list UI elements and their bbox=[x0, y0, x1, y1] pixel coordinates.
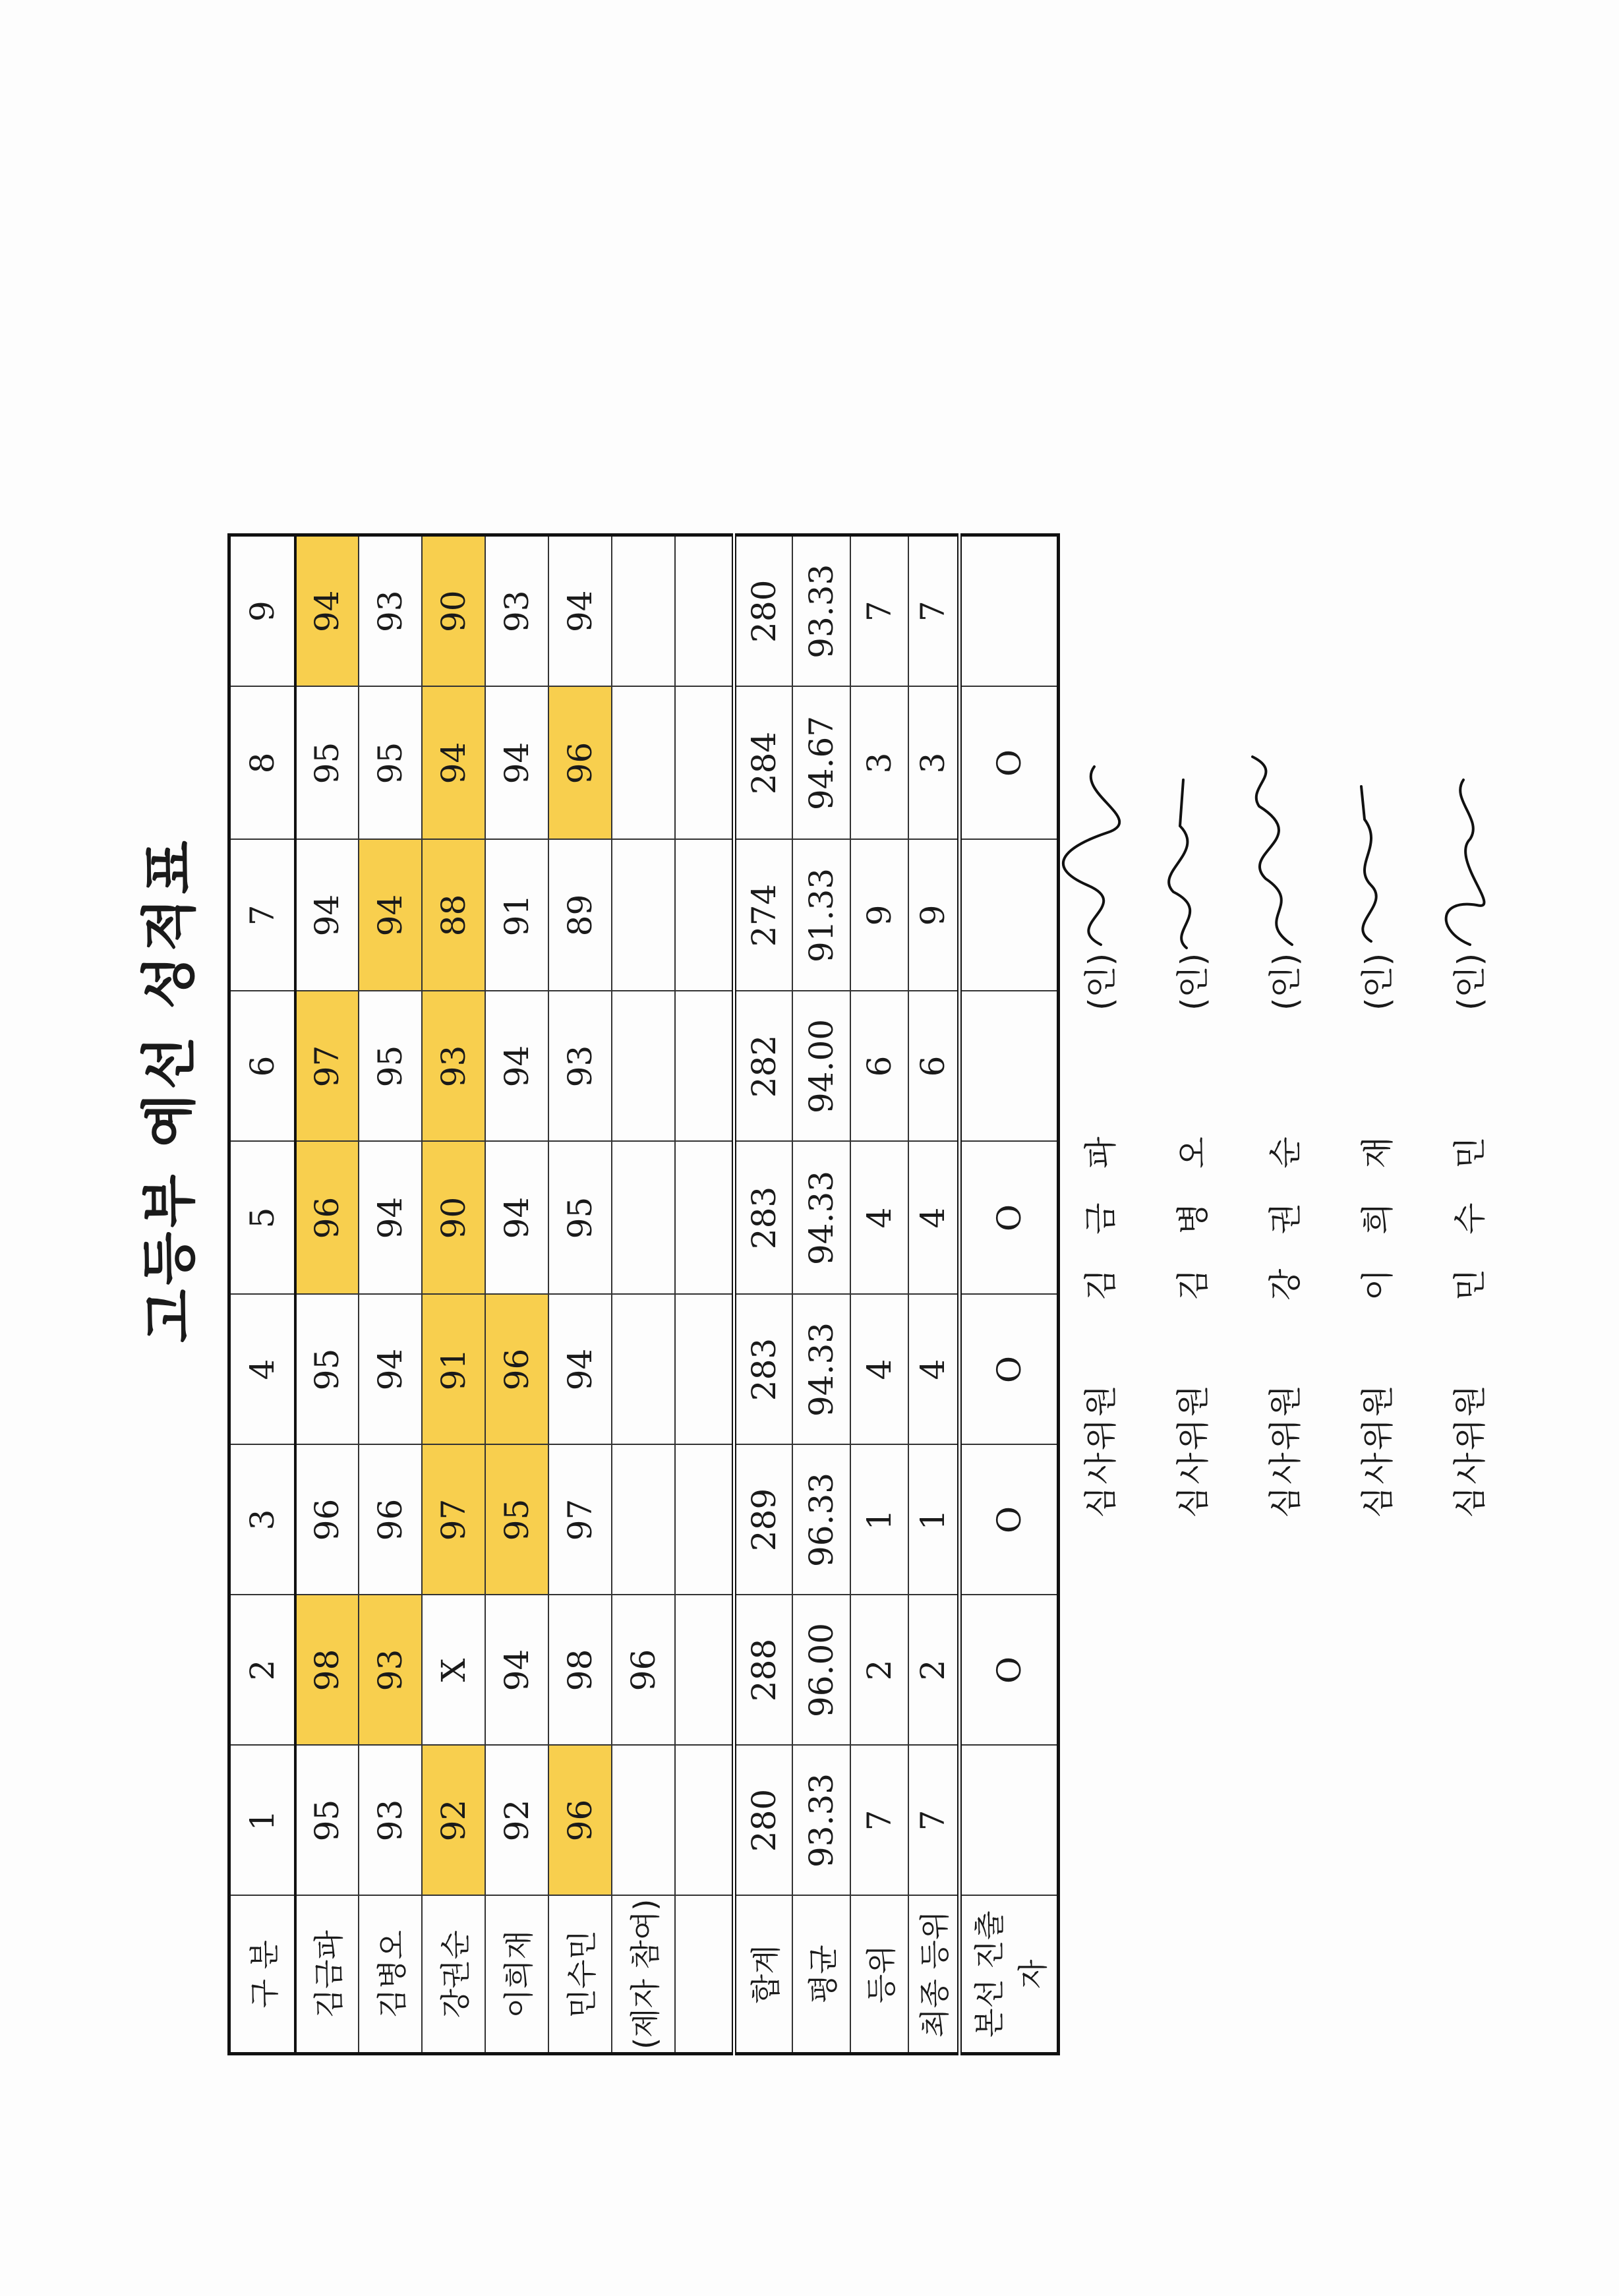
summary-row bbox=[734, 535, 792, 2054]
excluded-score-cell bbox=[612, 535, 675, 687]
blank-cell bbox=[675, 1595, 734, 1746]
blank-cell bbox=[675, 1746, 734, 1896]
summary-value-cell: O bbox=[960, 1142, 1059, 1295]
score-cell: X bbox=[422, 1595, 485, 1746]
judge-role: 심사위원 bbox=[1082, 1382, 1120, 1518]
summary-value-cell: 7 bbox=[908, 535, 960, 687]
blank-cell bbox=[675, 687, 734, 840]
header-entry-cell: 5 bbox=[229, 1142, 295, 1295]
summary-value-cell bbox=[960, 1746, 1059, 1896]
judge-score-row bbox=[485, 535, 548, 2054]
score-cell: 94 bbox=[548, 535, 612, 687]
summary-value-cell: 284 bbox=[734, 687, 792, 840]
blank-cell bbox=[675, 1142, 734, 1295]
blank-cell bbox=[675, 840, 734, 991]
summary-value-cell bbox=[960, 535, 1059, 687]
score-cell: 93 bbox=[359, 1595, 422, 1746]
summary-value-cell: 94.00 bbox=[792, 991, 850, 1142]
judge-signature-row bbox=[1259, 951, 1351, 1518]
score-cell: 90 bbox=[422, 1142, 485, 1295]
score-cell: 95 bbox=[548, 1142, 612, 1295]
excluded-score-row bbox=[612, 535, 675, 2054]
score-cell: 93 bbox=[422, 991, 485, 1142]
judge-score-row bbox=[295, 535, 359, 2054]
score-cell: 95 bbox=[485, 1445, 548, 1595]
score-cell: 98 bbox=[548, 1595, 612, 1746]
judge-signature-row bbox=[1444, 951, 1536, 1518]
judge-name-cell: 김금파 bbox=[295, 1896, 359, 2054]
seal-mark: (인) bbox=[1359, 953, 1397, 1011]
summary-value-cell: 1 bbox=[850, 1445, 908, 1595]
seal-mark: (인) bbox=[1266, 953, 1305, 1011]
judge-role: 심사위원 bbox=[1451, 1382, 1489, 1518]
score-cell: 89 bbox=[548, 840, 612, 991]
seal-mark: (인) bbox=[1082, 953, 1120, 1011]
score-cell: 95 bbox=[359, 991, 422, 1142]
summary-value-cell: O bbox=[960, 1595, 1059, 1746]
judge-name-cell: 강권순 bbox=[422, 1896, 485, 2054]
summary-label-cell: 합계 bbox=[734, 1896, 792, 2054]
page-title: 고등부 예선 성적표 bbox=[137, 837, 202, 1343]
summary-value-cell: 274 bbox=[734, 840, 792, 991]
summary-label-cell: 최종 등위 bbox=[908, 1896, 960, 2054]
judge-signature-row bbox=[1167, 951, 1259, 1518]
judge-name-cell: 민수민 bbox=[548, 1896, 612, 2054]
header-entry-cell: 4 bbox=[229, 1295, 295, 1445]
judge-name-cell: 이희재 bbox=[485, 1896, 548, 2054]
header-entry-cell: 3 bbox=[229, 1445, 295, 1595]
summary-value-cell: 6 bbox=[908, 991, 960, 1142]
score-cell: 90 bbox=[422, 535, 485, 687]
summary-value-cell: 91.33 bbox=[792, 840, 850, 991]
summary-value-cell: 1 bbox=[908, 1445, 960, 1595]
score-cell: 96 bbox=[548, 687, 612, 840]
summary-row bbox=[792, 535, 850, 2054]
blank-cell bbox=[675, 535, 734, 687]
excluded-score-cell bbox=[612, 687, 675, 840]
judge-name: 민 수 민 bbox=[1451, 1125, 1489, 1301]
handwritten-signature bbox=[1147, 753, 1233, 951]
summary-label-cell: 평균 bbox=[792, 1896, 850, 2054]
score-cell: 88 bbox=[422, 840, 485, 991]
judge-score-row bbox=[422, 535, 485, 2054]
score-cell: 94 bbox=[548, 1295, 612, 1445]
excluded-score-cell: 96 bbox=[612, 1595, 675, 1746]
score-cell: 95 bbox=[359, 687, 422, 840]
summary-value-cell: 4 bbox=[850, 1295, 908, 1445]
judge-signature-block bbox=[1074, 951, 1536, 1518]
header-row bbox=[229, 535, 295, 2054]
summary-value-cell: 288 bbox=[734, 1595, 792, 1746]
score-cell: 92 bbox=[422, 1746, 485, 1896]
header-entry-cell: 6 bbox=[229, 991, 295, 1142]
score-table bbox=[227, 533, 1060, 2055]
score-cell: 94 bbox=[359, 840, 422, 991]
score-cell: 96 bbox=[295, 1445, 359, 1595]
summary-value-cell bbox=[960, 840, 1059, 991]
excluded-score-cell bbox=[612, 1142, 675, 1295]
header-entry-cell: 2 bbox=[229, 1595, 295, 1746]
score-cell: 94 bbox=[485, 1595, 548, 1746]
excluded-score-cell bbox=[612, 1746, 675, 1896]
summary-row bbox=[960, 535, 1059, 2054]
summary-value-cell: 4 bbox=[850, 1142, 908, 1295]
score-cell: 94 bbox=[485, 991, 548, 1142]
score-cell: 94 bbox=[359, 1142, 422, 1295]
score-cell: 93 bbox=[485, 535, 548, 687]
score-cell: 97 bbox=[295, 991, 359, 1142]
header-entry-cell: 9 bbox=[229, 535, 295, 687]
summary-value-cell: 280 bbox=[734, 535, 792, 687]
summary-value-cell: 3 bbox=[850, 687, 908, 840]
summary-value-cell: 93.33 bbox=[792, 535, 850, 687]
summary-value-cell: 280 bbox=[734, 1746, 792, 1896]
summary-value-cell: O bbox=[960, 1295, 1059, 1445]
score-cell: 94 bbox=[485, 1142, 548, 1295]
excluded-score-cell bbox=[612, 1295, 675, 1445]
summary-row bbox=[850, 535, 908, 2054]
summary-value-cell: 3 bbox=[908, 687, 960, 840]
summary-value-cell: 7 bbox=[908, 1746, 960, 1896]
summary-label-cell: 등위 bbox=[850, 1896, 908, 2054]
score-cell: 95 bbox=[295, 1746, 359, 1896]
summary-value-cell: 96.33 bbox=[792, 1445, 850, 1595]
judge-role: 심사위원 bbox=[1266, 1382, 1305, 1518]
summary-value-cell: 2 bbox=[850, 1595, 908, 1746]
judge-signature-row bbox=[1074, 951, 1167, 1518]
judge-role: 심사위원 bbox=[1174, 1382, 1212, 1518]
summary-value-cell: 94.67 bbox=[792, 687, 850, 840]
judge-role: 심사위원 bbox=[1359, 1382, 1397, 1518]
summary-value-cell: O bbox=[960, 1445, 1059, 1595]
summary-value-cell: 4 bbox=[908, 1295, 960, 1445]
handwritten-signature bbox=[1332, 753, 1417, 951]
excluded-label-cell: (제자 참여) bbox=[612, 1896, 675, 2054]
summary-value-cell: 96.00 bbox=[792, 1595, 850, 1746]
blank-row bbox=[675, 535, 734, 2054]
score-cell: 92 bbox=[485, 1746, 548, 1896]
summary-value-cell: 6 bbox=[850, 991, 908, 1142]
blank-cell bbox=[675, 1295, 734, 1445]
judge-name: 김 금 파 bbox=[1082, 1125, 1120, 1301]
judge-name-cell: 김병오 bbox=[359, 1896, 422, 2054]
score-cell: 97 bbox=[548, 1445, 612, 1595]
summary-value-cell: O bbox=[960, 687, 1059, 840]
handwritten-signature bbox=[1239, 753, 1325, 951]
summary-value-cell: 289 bbox=[734, 1445, 792, 1595]
handwritten-signature bbox=[1055, 753, 1140, 951]
score-cell: 94 bbox=[359, 1295, 422, 1445]
score-cell: 93 bbox=[359, 535, 422, 687]
score-cell: 94 bbox=[485, 687, 548, 840]
score-cell: 91 bbox=[485, 840, 548, 991]
score-cell: 96 bbox=[359, 1445, 422, 1595]
score-cell: 98 bbox=[295, 1595, 359, 1746]
summary-row bbox=[908, 535, 960, 2054]
judge-score-row bbox=[548, 535, 612, 2054]
summary-value-cell: 282 bbox=[734, 991, 792, 1142]
judge-name: 김 병 오 bbox=[1174, 1125, 1212, 1301]
score-cell: 93 bbox=[359, 1746, 422, 1896]
summary-value-cell: 93.33 bbox=[792, 1746, 850, 1896]
judge-name: 강 권 순 bbox=[1266, 1125, 1305, 1301]
summary-label-cell: 본선 진출자 bbox=[960, 1896, 1059, 2054]
judge-signature-row bbox=[1351, 951, 1444, 1518]
header-entry-cell: 1 bbox=[229, 1746, 295, 1896]
score-cell: 97 bbox=[422, 1445, 485, 1595]
summary-value-cell: 9 bbox=[908, 840, 960, 991]
summary-value-cell: 7 bbox=[850, 535, 908, 687]
summary-value-cell: 94.33 bbox=[792, 1295, 850, 1445]
blank-cell bbox=[675, 1896, 734, 2054]
handwritten-signature bbox=[1424, 753, 1510, 951]
summary-value-cell: 2 bbox=[908, 1595, 960, 1746]
excluded-score-cell bbox=[612, 840, 675, 991]
score-cell: 96 bbox=[485, 1295, 548, 1445]
seal-mark: (인) bbox=[1174, 953, 1212, 1011]
seal-mark: (인) bbox=[1451, 953, 1489, 1011]
summary-value-cell: 7 bbox=[850, 1746, 908, 1896]
score-cell: 93 bbox=[548, 991, 612, 1142]
header-label-cell: 구 분 bbox=[229, 1896, 295, 2054]
summary-value-cell: 283 bbox=[734, 1142, 792, 1295]
blank-cell bbox=[675, 1445, 734, 1595]
header-entry-cell: 8 bbox=[229, 687, 295, 840]
judge-name: 이 희 재 bbox=[1359, 1125, 1397, 1301]
summary-value-cell: 94.33 bbox=[792, 1142, 850, 1295]
excluded-score-cell bbox=[612, 1445, 675, 1595]
summary-value-cell: 4 bbox=[908, 1142, 960, 1295]
blank-cell bbox=[675, 991, 734, 1142]
score-cell: 94 bbox=[295, 840, 359, 991]
score-cell: 96 bbox=[295, 1142, 359, 1295]
summary-value-cell: 283 bbox=[734, 1295, 792, 1445]
score-cell: 94 bbox=[295, 535, 359, 687]
score-cell: 95 bbox=[295, 1295, 359, 1445]
score-cell: 94 bbox=[422, 687, 485, 840]
header-entry-cell: 7 bbox=[229, 840, 295, 991]
judge-score-row bbox=[359, 535, 422, 2054]
summary-value-cell bbox=[960, 991, 1059, 1142]
score-cell: 96 bbox=[548, 1746, 612, 1896]
score-cell: 91 bbox=[422, 1295, 485, 1445]
excluded-score-cell bbox=[612, 991, 675, 1142]
score-cell: 95 bbox=[295, 687, 359, 840]
summary-value-cell: 9 bbox=[850, 840, 908, 991]
